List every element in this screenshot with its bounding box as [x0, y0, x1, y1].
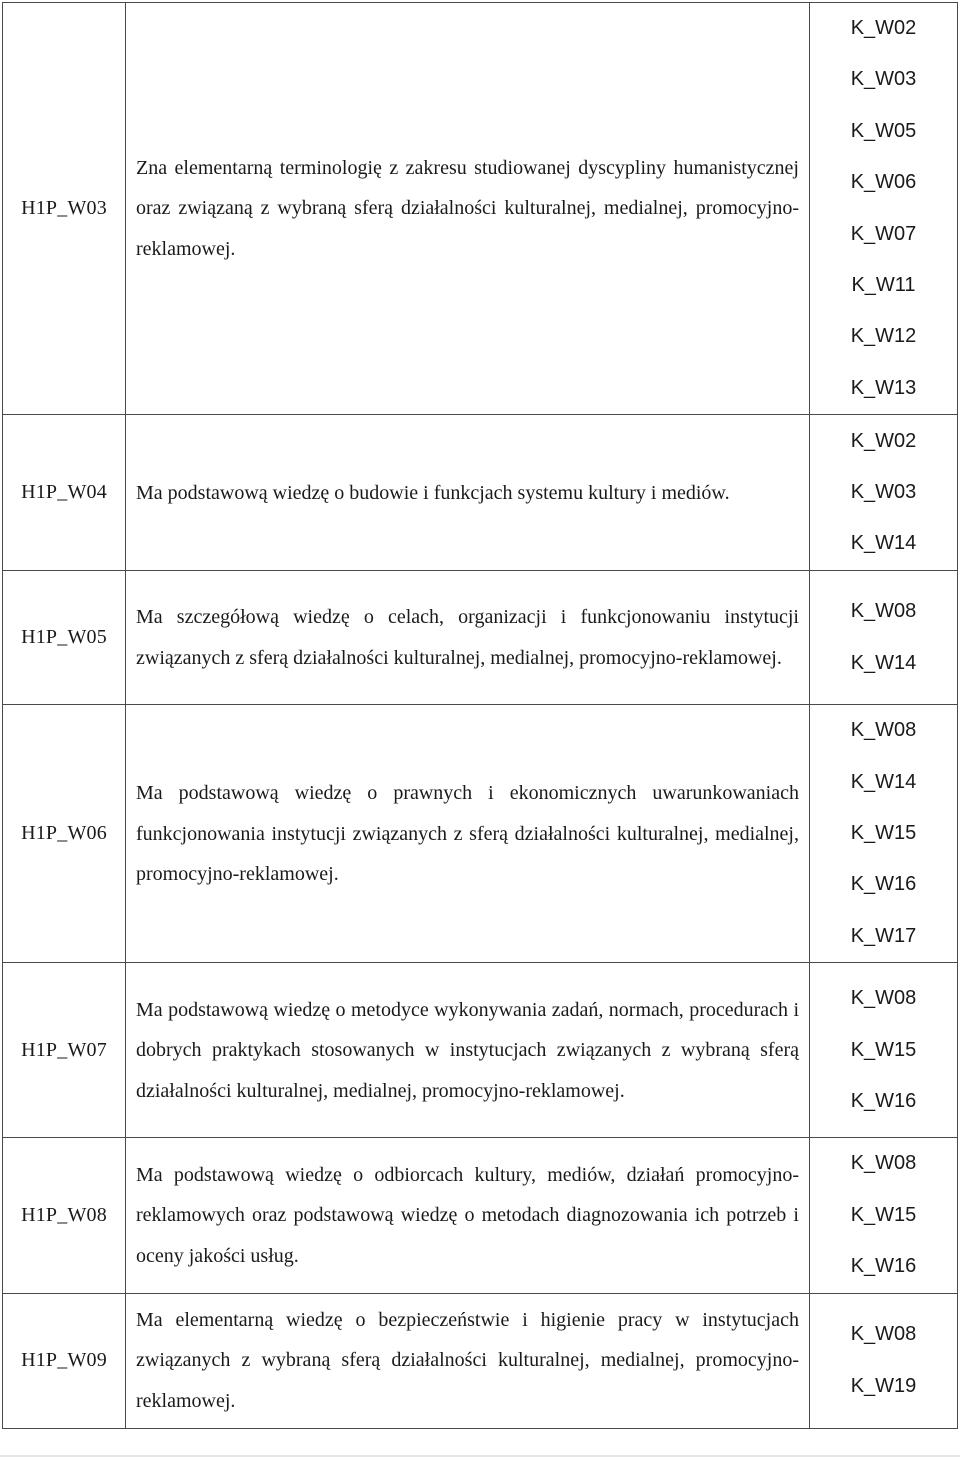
outcome-description: Ma elementarną wiedzę o bezpieczeństwie i higienie pracy w instytucjach związanych z wybraną sferą działalności kulturalnej, medialnej, promocyjno-reklamowej. [136, 1308, 799, 1412]
outcome-code: H1P_W08 [3, 1138, 126, 1293]
table-row [3, 1293, 958, 1428]
ref-code: K_W08 [850, 1152, 917, 1175]
table-row [3, 415, 958, 571]
ref-code: K_W06 [850, 171, 917, 194]
ref-code: K_W16 [850, 1255, 917, 1278]
outcome-description-cell [126, 705, 810, 963]
outcome-refs [810, 1293, 958, 1428]
ref-code: K_W16 [850, 1089, 917, 1112]
table-row [3, 3, 958, 415]
table-row [3, 963, 958, 1138]
page-bottom-divider [0, 1455, 960, 1457]
outcome-refs [810, 963, 958, 1138]
outcome-description: Zna elementarną terminologię z zakresu studiowanej dyscypliny humanistycznej oraz związaną z wybraną sferą działalności kulturalnej, medialnej, promocyjno-reklamowej. [136, 156, 799, 260]
ref-code: K_W15 [850, 822, 917, 845]
learning-outcomes-table [2, 2, 958, 1429]
ref-code: K_W03 [850, 481, 917, 504]
ref-code: K_W17 [850, 924, 917, 947]
ref-code: K_W02 [850, 17, 917, 39]
ref-code: K_W08 [850, 600, 917, 623]
ref-code: K_W12 [850, 325, 917, 348]
outcome-description-cell [126, 415, 810, 571]
ref-code: K_W05 [850, 119, 917, 142]
outcome-code: H1P_W03 [3, 3, 126, 415]
table-row [3, 1138, 958, 1293]
ref-code: K_W08 [850, 719, 917, 742]
ref-code: K_W14 [850, 532, 917, 555]
table-row [3, 571, 958, 705]
outcome-description-cell [126, 963, 810, 1138]
ref-code: K_W14 [850, 770, 917, 793]
ref-code: K_W11 [851, 274, 916, 297]
outcome-refs [810, 705, 958, 963]
ref-code: K_W08 [850, 987, 917, 1010]
outcome-code: H1P_W09 [3, 1293, 126, 1428]
outcome-code: H1P_W05 [3, 571, 126, 705]
outcome-description: Ma szczegółową wiedzę o celach, organizacji i funkcjonowaniu instytucji związanych z sferą działalności kulturalnej, medialnej, promocyjno-reklamowej. [136, 606, 799, 669]
outcome-description-cell [126, 571, 810, 705]
ref-code: K_W13 [850, 376, 917, 399]
outcome-description-cell [126, 1138, 810, 1293]
ref-code: K_W14 [850, 651, 917, 674]
outcome-refs [810, 571, 958, 705]
ref-code: K_W03 [850, 68, 917, 91]
outcome-code: H1P_W04 [3, 415, 126, 571]
outcome-code: H1P_W07 [3, 963, 126, 1138]
ref-code: K_W15 [850, 1203, 917, 1226]
outcome-description: Ma podstawową wiedzę o budowie i funkcjach systemu kultury i mediów. [136, 481, 730, 504]
ref-code: K_W19 [850, 1374, 917, 1397]
outcome-description: Ma podstawową wiedzę o metodyce wykonywania zadań, normach, procedurach i dobrych praktykach stosowanych w instytucjach związanych z wybraną sferą działalności kulturalnej, medialnej, promocyjno-reklamowej. [136, 998, 799, 1102]
outcome-description-cell [126, 1293, 810, 1428]
outcome-refs [810, 1138, 958, 1293]
ref-code: K_W15 [850, 1038, 917, 1061]
outcome-refs [810, 415, 958, 571]
outcome-description-cell [126, 3, 810, 415]
ref-code: K_W08 [850, 1323, 917, 1346]
outcome-code: H1P_W06 [3, 705, 126, 963]
outcome-description: Ma podstawową wiedzę o prawnych i ekonomicznych uwarunkowaniach funkcjonowania instytucji związanych z sferą działalności kulturalnej, medialnej, promocyjno-reklamowej. [136, 782, 799, 886]
outcome-description: Ma podstawową wiedzę o odbiorcach kultury, mediów, działań promocyjno-reklamowych oraz podstawową wiedzę o metodach diagnozowania ich potrzeb i oceny jakości usług. [136, 1163, 799, 1267]
ref-code: K_W07 [850, 222, 917, 245]
ref-code: K_W02 [850, 429, 917, 452]
ref-code: K_W16 [850, 873, 917, 896]
table-row [3, 705, 958, 963]
outcome-refs [810, 3, 958, 415]
